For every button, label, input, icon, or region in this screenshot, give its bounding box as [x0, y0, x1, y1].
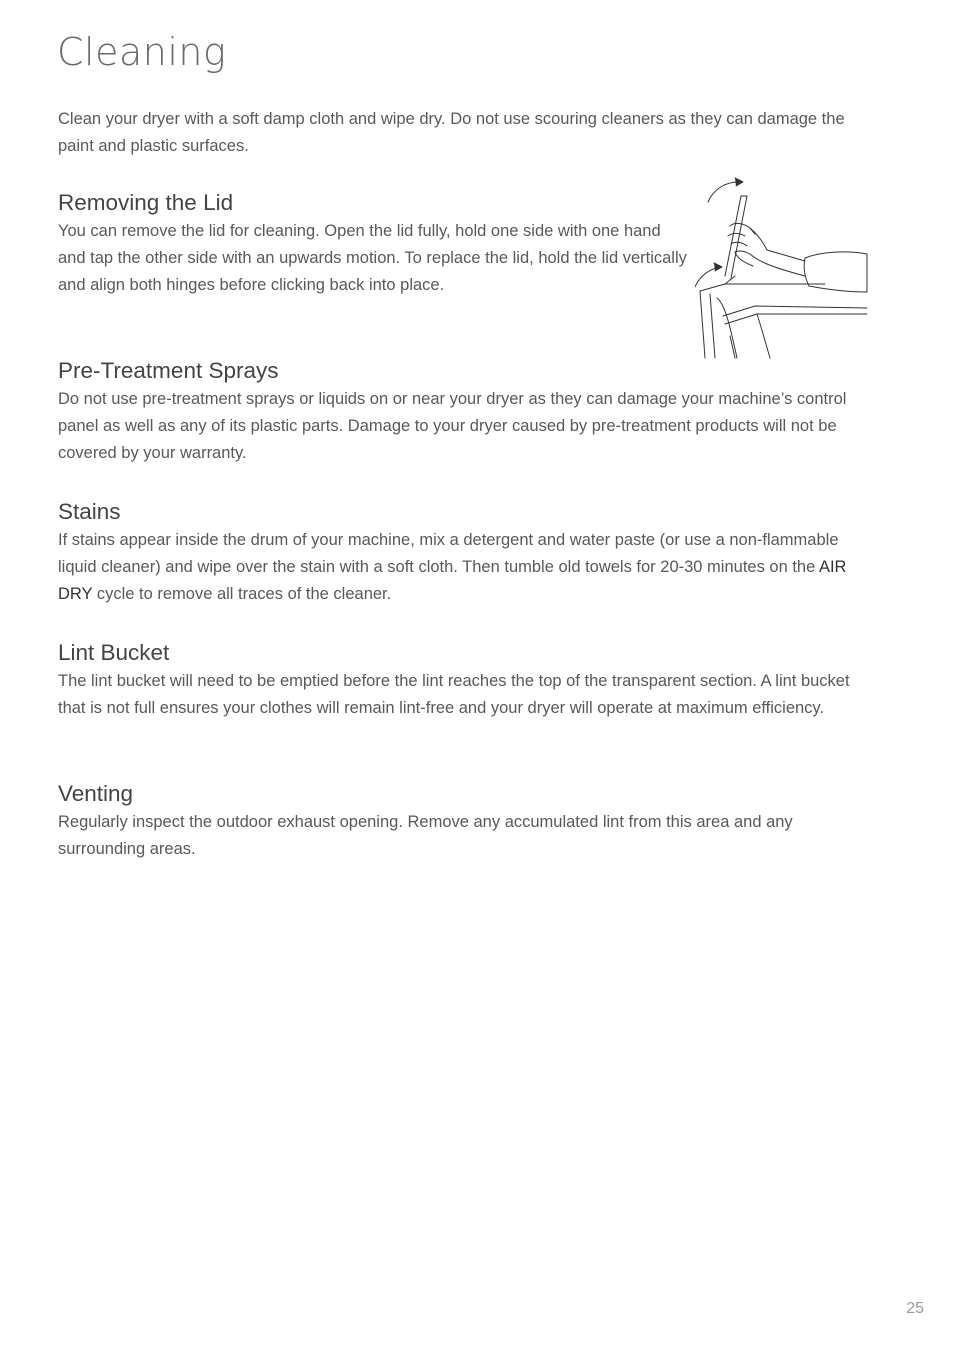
- section-pre-treatment-sprays: [58, 356, 878, 468]
- stains-text-part-2: cycle to remove all traces of the cleaner.: [92, 585, 392, 604]
- section-venting: [58, 779, 878, 863]
- section-heading-removing-lid: Removing the Lid: [58, 190, 234, 215]
- section-removing-lid: [58, 188, 688, 300]
- upward-arrow-icon-2: [695, 267, 720, 296]
- stains-text-part-1: If stains appear inside the drum of your machine, mix a detergent and water paste (or use a non-flammable liquid cleaner) and wipe over the stain with a soft cloth. Then tumble old towels for 20-30 minutes on the: [58, 531, 839, 577]
- page-number: 25: [906, 1300, 924, 1317]
- section-body-pre-treatment-sprays: Do not use pre-treatment sprays or liquids on or near your dryer as they can damage your machine’s control panel as well as any of its plastic parts. Damage to your dryer caused by pre-treatment products will not be covered by your warranty.: [58, 390, 847, 463]
- section-body-lint-bucket: The lint bucket will need to be emptied before the lint reaches the top of the transparent section. A lint bucket that is not full ensures your clothes will remain lint-free and your dryer will operate at maximum efficiency.: [58, 672, 850, 718]
- intro-paragraph: Clean your dryer with a soft damp cloth and wipe dry. Do not use scouring cleaners as they can damage the paint and plastic surfaces.: [58, 110, 845, 155]
- section-heading-lint-bucket: Lint Bucket: [58, 640, 170, 665]
- air-dry-keyword: AIR DRY: [58, 558, 847, 604]
- section-heading-pre-treatment-sprays: Pre-Treatment Sprays: [58, 358, 279, 383]
- section-body-stains: [58, 527, 878, 609]
- section-heading-venting: Venting: [58, 781, 134, 806]
- section-lint-bucket: [58, 638, 878, 722]
- section-stains: [58, 497, 878, 609]
- page-title: Cleaning: [57, 30, 227, 74]
- section-body-removing-lid: You can remove the lid for cleaning. Open the lid fully, hold one side with one hand and tap the other side with an upwards motion. To replace the lid, hold the lid vertically and align both hinges before clicking back into place.: [58, 222, 687, 295]
- hand-lifting-lid-illustration: [695, 176, 870, 361]
- section-heading-stains: Stains: [58, 499, 121, 524]
- section-body-venting: Regularly inspect the outdoor exhaust opening. Remove any accumulated lint from this area and any surrounding areas.: [58, 813, 793, 859]
